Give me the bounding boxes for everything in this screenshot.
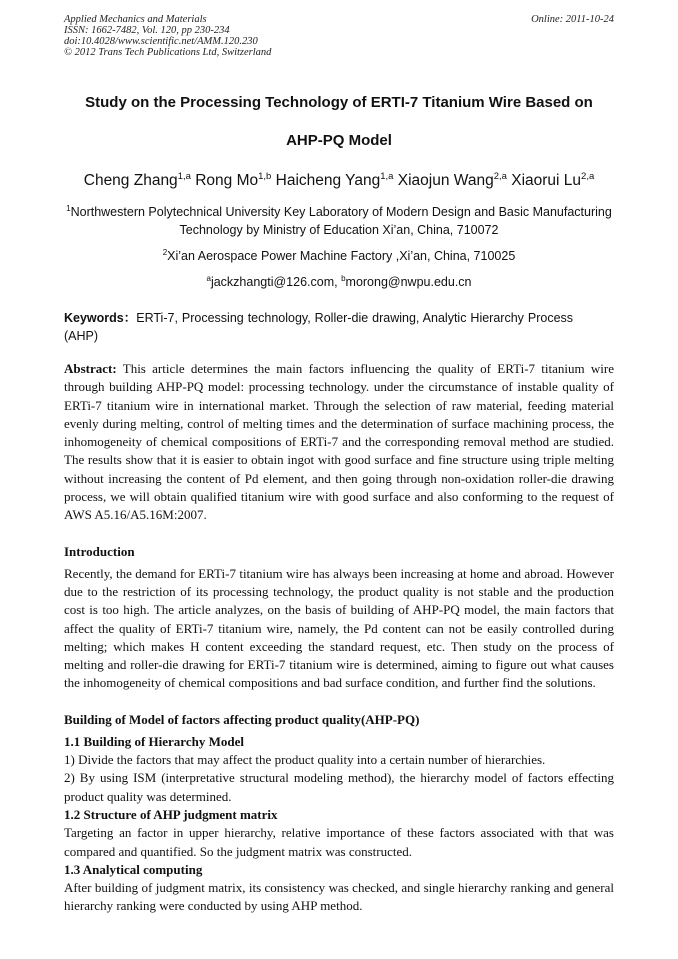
title-line-1: Study on the Processing Technology of ERTI-7 Titanium Wire Based on — [85, 94, 593, 111]
affiliation-text: Xi’an Aerospace Power Machine Factory ,Xi’an, China, 710025 — [167, 249, 516, 263]
affiliation-1-line-1 — [64, 203, 614, 221]
affiliation-2 — [64, 247, 614, 265]
author-name: Haicheng Yang — [275, 172, 381, 189]
email-mark: b — [341, 274, 346, 283]
paragraph-1-1-item-1: 1) Divide the factors that may affect the product quality into a certain number of hierarchies. — [64, 752, 546, 768]
paper-title — [64, 84, 614, 160]
author-affiliation-mark: 1,a — [380, 171, 394, 182]
paragraph-1-2: Targeting an factor in upper hierarchy, relative importance of these factors associated with that was compared and quantified. So the judgment matrix was constructed. — [64, 825, 614, 859]
affiliation-text: Northwestern Polytechnical University Key Laboratory of Modern Design and Basic Manufacturing — [70, 205, 612, 219]
section-heading-model: Building of Model of factors affecting product quality(AHP-PQ) — [64, 711, 420, 727]
affiliations — [64, 203, 614, 291]
keywords-text: ERTi-7, Processing technology, Roller-die drawing, Analytic Hierarchy Process (AHP) — [64, 311, 586, 343]
email-mark: a — [206, 274, 211, 283]
paper-page — [64, 14, 614, 916]
section-heading-introduction: Introduction — [64, 543, 135, 559]
subsection-heading-1-1: 1.1 Building of Hierarchy Model — [64, 733, 244, 749]
subsection-heading-1-2: 1.2 Structure of AHP judgment matrix — [64, 806, 278, 822]
author-affiliation-mark: 1,a — [177, 171, 191, 182]
online-date: Online: 2011-10-24 — [531, 14, 614, 25]
author-list — [64, 171, 614, 191]
journal-name: Applied Mechanics and Materials — [64, 14, 207, 25]
abstract — [64, 360, 614, 525]
issn-line: ISSN: 1662-7482, Vol. 120, pp 230-234 — [64, 25, 230, 36]
affiliation-mark: 2 — [162, 248, 168, 257]
author-affiliation-mark: 2,a — [493, 171, 507, 182]
affiliation-1-line-2: Technology by Ministry of Education Xi’an, China, 710072 — [179, 223, 499, 237]
journal-header — [64, 14, 614, 58]
subsection-heading-1-3: 1.3 Analytical computing — [64, 861, 203, 877]
title-line-2: AHP-PQ Model — [286, 132, 392, 149]
keywords — [64, 309, 614, 345]
introduction-paragraph: Recently, the demand for ERTi-7 titanium wire has always been increasing at home and abroad. However due to the restriction of its processing technology, the product quality is not stable and the production cost is too high. The article analyzes, on the basis of building of AHP-PQ model, the main factors that affect the quality of ERTi-7 titanium wire, namely, the Pd content can not be easily controlled during melting; which makes H content exceeding the standard request, etc. Then study on the process of melting and roller-die drawing for ERTi-7 titanium wire is determined, aiming to figure out what causes the inhomogeneity of chemical compositions and bad surface condition, and further find the solutions. — [64, 565, 614, 691]
email-a[interactable]: jackzhangti@126.com, — [210, 275, 342, 289]
abstract-label: Abstract: — [64, 361, 117, 376]
author-name: Cheng Zhang — [83, 172, 178, 189]
email-line — [64, 273, 614, 291]
email-b[interactable]: morong@nwpu.edu.cn — [345, 275, 472, 289]
author-affiliation-mark: 1,b — [258, 171, 272, 182]
copyright-line: © 2012 Trans Tech Publications Ltd, Switzerland — [64, 47, 272, 58]
author-affiliation-mark: 2,a — [581, 171, 595, 182]
affiliation-mark: 1 — [66, 204, 71, 213]
abstract-text: This article determines the main factors influencing the quality of ERTi-7 titanium wire through building AHP-PQ model: processing technology. under the circumstance of instable quality of ERTi-7 titanium wire in international market. Through the selection of raw material, feeding material evenly during melting, control of melting times and the determination of surface machining process, the inhomogeneity of chemical compositions of ERTi-7 and the corresponding removal method are studied. The results show that it is easier to obtain ingot with good surface and fine structure using triple melting without increasing the content of Pd element, and then going through non-oxidation roller-die drawing process, we will obtain qualified titanium wire with good surface and also conforming to the request of AWS A5.16/A5.16M:2007. — [64, 361, 614, 523]
paragraph-1-1-item-2: 2) By using ISM (interpretative structural modeling method), the hierarchy model of factors effecting product quality was determined. — [64, 770, 614, 804]
author-name: Rong Mo — [195, 172, 259, 189]
author-name: Xiaorui Lu — [511, 172, 582, 189]
doi-line[interactable]: doi:10.4028/www.scientific.net/AMM.120.230 — [64, 36, 258, 47]
author-name: Xiaojun Wang — [397, 172, 494, 189]
keywords-label: Keywords： — [64, 311, 137, 325]
paragraph-1-3: After building of judgment matrix, its consistency was checked, and single hierarchy ranking and general hierarchy ranking were conducted by using AHP method. — [64, 880, 614, 914]
